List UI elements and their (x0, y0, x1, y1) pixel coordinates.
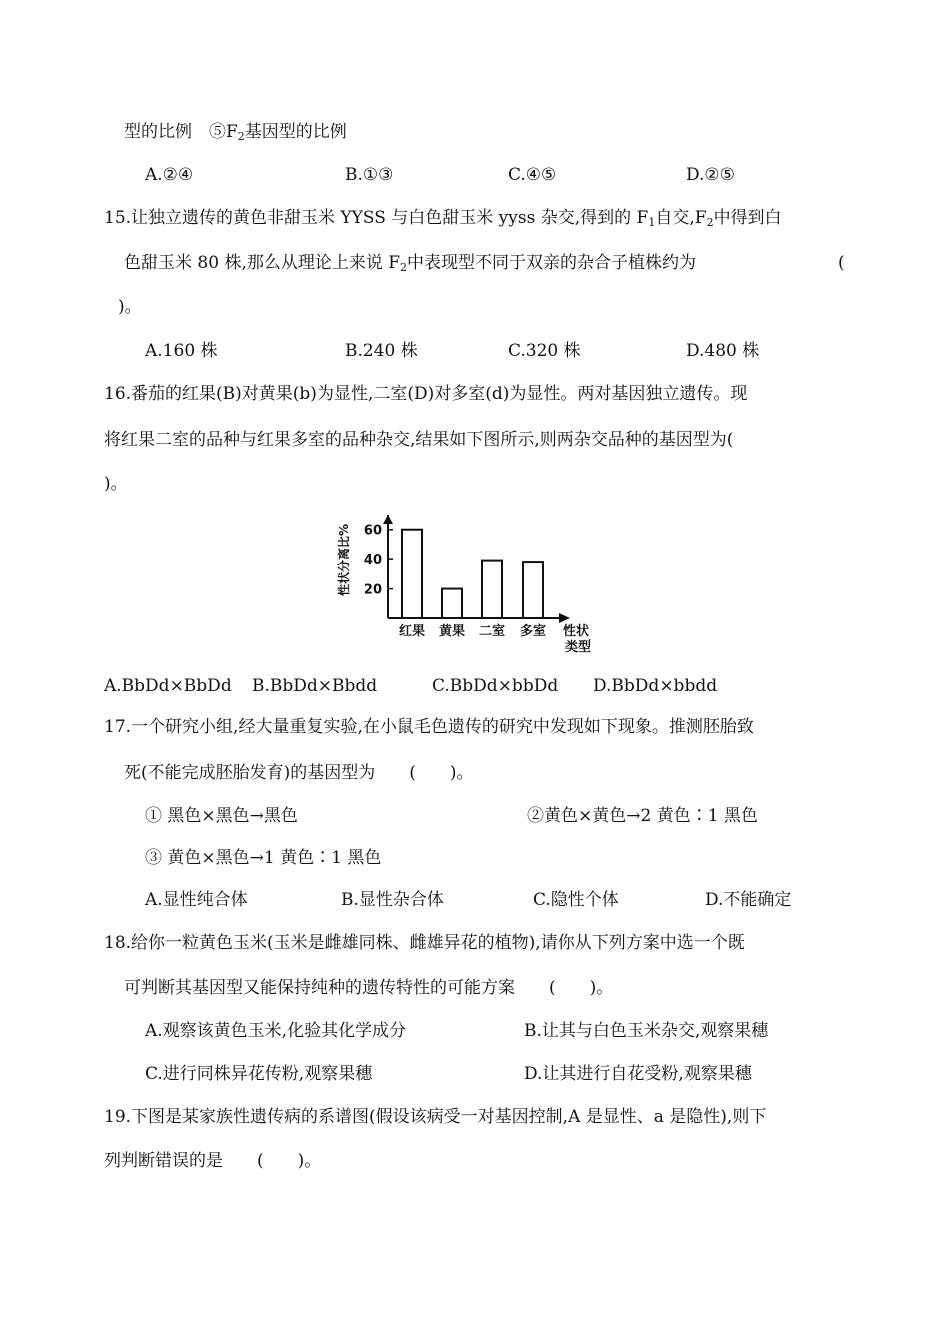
y-axis-label: 性状分离比% (337, 523, 351, 597)
y-tick-label: 20 (363, 582, 382, 598)
bar-3 (482, 561, 502, 618)
x-axis-arrowhead (559, 613, 570, 623)
q18-stem-line1: 18.给你一粒黄色玉米(玉米是雌雄同株、雌雄异花的植物),请你从下列方案中选一个既 (104, 933, 745, 953)
q17-stem-line2: 死(不能完成胚胎发育)的基因型为 ( )。 (124, 763, 474, 783)
bar-1 (402, 530, 422, 618)
bar-2 (442, 589, 462, 618)
x-axis-label-line1: 性状 (562, 624, 590, 639)
q15-stem-line3: )。 (118, 297, 142, 317)
q15-stem-line2: 色甜玉米 80 株,那么从理论上来说 $F_2$中表现型不同于双亲的杂合子植株约为 (124, 253, 697, 274)
q14-option-c: C.④⑤ (508, 165, 557, 185)
y-tick-label: 40 (363, 553, 382, 569)
q15-option-a: A.160 株 (145, 341, 218, 361)
q16-option-c: C.BbDd×bbDd (432, 676, 559, 696)
q16-stem-line1: 16.番茄的红果(B)对黄果(b)为显性,二室(D)对多室(d)为显性。两对基因独立遗传。现 (104, 384, 748, 404)
q18-option-d: D.让其进行自花受粉,观察果穗 (524, 1064, 752, 1084)
q14-continuation: 型的比例 $⑤F_2$基因型的比例 (124, 122, 347, 143)
q16-stem-line3: )。 (104, 474, 128, 494)
q19-stem-line2: 列判断错误的是 ( )。 (104, 1151, 322, 1171)
bar-4 (523, 562, 543, 618)
q17-stem-line1: 17.一个研究小组,经大量重复实验,在小鼠毛色遗传的研究中发现如下现象。推测胚胎致 (104, 717, 754, 737)
x-category-label: 二室 (478, 624, 506, 639)
q17-option-a: A.显性纯合体 (145, 890, 248, 910)
q14-option-d: D.②⑤ (686, 165, 735, 185)
q17-item-1: ① 黑色×黑色→黑色 (145, 806, 298, 826)
q17-option-b: B.显性杂合体 (341, 890, 444, 910)
q18-stem-line2: 可判断其基因型又能保持纯种的遗传特性的可能方案 ( )。 (124, 978, 614, 998)
q15-option-c: C.320 株 (508, 341, 581, 361)
q18-option-b: B.让其与白色玉米杂交,观察果穗 (524, 1021, 769, 1041)
x-axis-label-line2: 类型 (564, 640, 592, 655)
q16-option-a: A.BbDd×BbDd (104, 676, 232, 696)
q17-item-3: ③ 黄色×黑色→1 黄色∶1 黑色 (145, 848, 382, 868)
q18-option-a: A.观察该黄色玉米,化验其化学成分 (145, 1021, 407, 1041)
x-category-label: 红果 (398, 624, 426, 639)
q16-option-b: B.BbDd×Bbdd (252, 676, 378, 696)
y-axis-arrowhead (383, 515, 393, 524)
q18-option-c: C.进行同株异花传粉,观察果穗 (145, 1064, 373, 1084)
q14-option-b: B.①③ (345, 165, 394, 185)
q15-stem-line1: 15.让独立遗传的黄色非甜玉米 YYSS 与白色甜玉米 yyss 杂交,得到的 $F_1$自交$,F_2$中得到白 (104, 208, 782, 229)
q17-item-2: ②黄色×黄色→2 黄色∶1 黑色 (527, 806, 758, 826)
q17-option-c: C.隐性个体 (533, 890, 619, 910)
y-tick-label: 60 (363, 523, 382, 539)
q15-answer-paren-open: ( (838, 253, 845, 273)
q16-stem-line2: 将红果二室的品种与红果多室的品种杂交,结果如下图所示,则两杂交品种的基因型为( (104, 430, 734, 450)
q16-option-d: D.BbDd×bbdd (593, 676, 718, 696)
x-category-label: 黄果 (438, 624, 466, 639)
x-category-label: 多室 (519, 624, 547, 639)
q15-option-b: B.240 株 (345, 341, 418, 361)
q19-stem-line1: 19.下图是某家族性遗传病的系谱图(假设该病受一对基因控制,A 是显性、a 是隐性),则下 (104, 1107, 767, 1127)
q14-option-a: A.②④ (145, 165, 194, 185)
q15-option-d: D.480 株 (686, 341, 760, 361)
q17-option-d: D.不能确定 (705, 890, 792, 910)
trait-ratio-bar-chart (330, 505, 610, 655)
